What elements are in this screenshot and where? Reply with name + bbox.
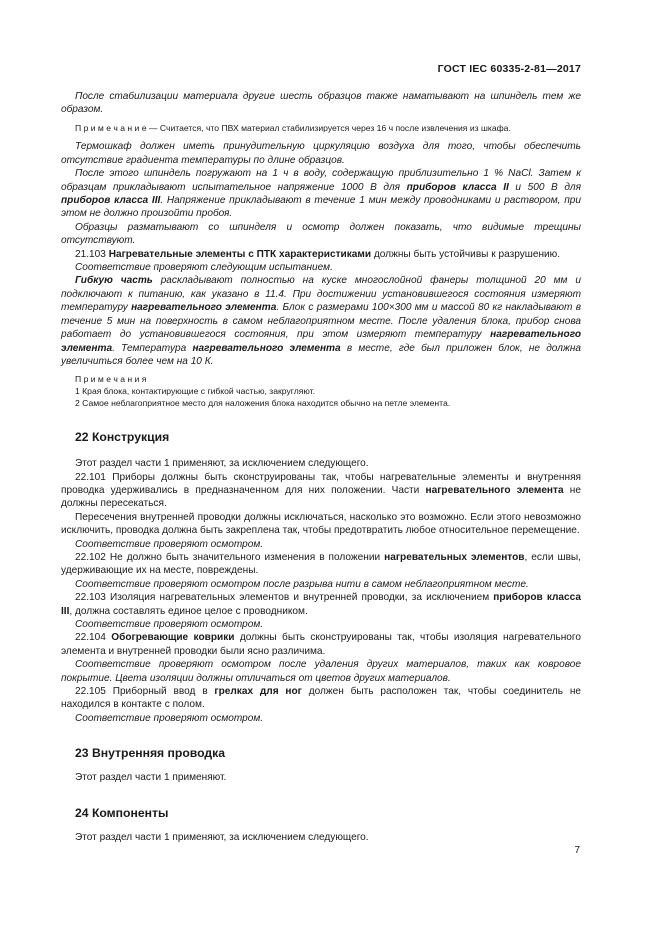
text-run: и 500 В для xyxy=(508,181,581,193)
text-run: в месте, где был приложен блок, не должна увеличиться более чем на 10 К. xyxy=(61,342,581,367)
notes-label: П р и м е ч а н и я xyxy=(75,374,147,385)
term-heating-elements: нагревательных элементов xyxy=(384,551,525,563)
clause-22-103 xyxy=(61,591,581,618)
compliance-22-103: Соответствие проверяют осмотром. xyxy=(75,618,264,630)
term-class-iii: приборов класса III xyxy=(61,195,161,207)
note-1: 1 Края блока, контактирующие с гибкой частью, закругляют. xyxy=(75,385,316,396)
note-text: — Считается, что ПВХ материал стабилизируется через 16 ч после извлечения из шкафа. xyxy=(146,122,511,133)
clause-number: 21.103 xyxy=(75,248,109,260)
note-pvc xyxy=(61,123,581,135)
text-run: раскладывают полностью на куске многослойной фанеры толщиной 20 мм и подключают к питанию, как указано в 11.4. При достижении установившегося состояния измеряют температуру xyxy=(61,275,581,314)
text-run: должны быть сконструированы так, чтобы изоляция нагревательного элемента и внутренней проводки были ясно различима. xyxy=(61,632,581,657)
term-class-ii: приборов класса II xyxy=(406,181,509,193)
section-24-title: 24 Компоненты xyxy=(75,805,169,820)
text-run: 22.103 Изоляция нагревательных элементов и внутренней проводки, за исключением xyxy=(75,592,494,604)
note-label: П р и м е ч а н и е xyxy=(75,122,147,133)
text-run: , должна составлять единое целое с проводником. xyxy=(69,605,308,617)
paragraph-unwind: Образцы разматывают со шпинделя и осмотр должен показать, что видимые трещины отсутствуют. xyxy=(61,221,581,247)
text-run: После этого шпиндель погружают на 1 ч в воду, содержащую приблизительно 1 % NaCl. Затем к образцам прикладывают испытательное напряжение 1000 В для xyxy=(61,168,581,193)
compliance-22-105: Соответствие проверяют осмотром. xyxy=(75,712,264,724)
section-23-title: 23 Внутренняя проводка xyxy=(75,746,226,761)
term-heating-element: нагревательного элемента xyxy=(61,329,581,354)
term-heating-element: нагревательного элемента xyxy=(131,302,277,314)
text-run: 22.105 Приборный ввод в xyxy=(75,686,215,697)
section-22-intro: Этот раздел части 1 применяют, за исключением следующего. xyxy=(75,458,369,470)
text-run: . Напряжение прикладывают в течение 1 мин между проводниками и раствором, при этом не должно произойти пробоя. xyxy=(61,195,581,220)
text-run: 22.101 Приборы должны быть сконструированы так, чтобы нагревательные элементы и внутренняя проводка удерживались в предназначенном для них положении. Части xyxy=(61,471,581,496)
text-run: 22.104 xyxy=(75,632,112,644)
paragraph-stabilization: После стабилизации материала другие шесть образцов также наматывают на шпиндель тем же образом. xyxy=(61,91,581,116)
paragraph-spindle-water xyxy=(61,167,581,221)
text-run: 22.102 Не должно быть значительного изменения в положении xyxy=(75,551,385,563)
section-24-text: Этот раздел части 1 применяют, за исключением следующего. xyxy=(75,831,369,843)
clause-21-103 xyxy=(61,248,581,261)
note-2: 2 Самое неблагоприятное место для наложения блока находится обычно на петле элемента. xyxy=(75,397,451,408)
compliance-22-104: Соответствие проверяют осмотром после удаления других материалов, таких как ковровое покрытие. Цвета изоляции должны отличаться от цветов других материалов. xyxy=(61,659,581,684)
text-run: должен быть расположен так, чтобы соединитель не находился в контакте с полом. xyxy=(61,686,582,711)
compliance-21-103: Соответствие проверяют следующим испытанием. xyxy=(75,262,333,274)
clause-22-101 xyxy=(61,471,581,511)
clause-22-102 xyxy=(61,551,581,578)
paragraph-flexible-part-test xyxy=(61,274,581,368)
compliance-22-102: Соответствие проверяют осмотром после разрыва нити в самом неблагоприятном месте. xyxy=(75,578,529,590)
text-run: должны быть устойчивы к разрушению. xyxy=(371,248,561,260)
section-23-text: Этот раздел части 1 применяют. xyxy=(75,772,227,784)
clause-22-101-wiring: Пересечения внутренней проводки должны исключаться, насколько это возможно. Если этого невозможно исключить, проводка должна быть закреплена так, чтобы предотвратить любое относительное перемещение. xyxy=(61,511,581,537)
term-heating-element: нагревательного элемента xyxy=(425,484,564,496)
clause-22-104 xyxy=(61,631,581,658)
term-flexible-part: Гибкую часть xyxy=(75,275,153,287)
term-ptc-elements: Нагревательные элементы с ПТК характеристиками xyxy=(108,248,372,260)
term-class-iii: приборов класса III xyxy=(61,592,581,617)
compliance-22-101: Соответствие проверяют осмотром. xyxy=(75,538,264,550)
text-run: . Блок с размерами 100×300 мм и массой 80 кг накладывают в течение 5 мин на поверхность в самом неблагоприятном месте. После удаления блока, прибор снова работает до установившегося состояния, при этом измеряют температуру xyxy=(61,302,581,341)
clause-22-105 xyxy=(61,685,581,712)
text-run: , если швы, удерживающие их на месте, повреждены. xyxy=(61,551,581,577)
paragraph-thermal-cabinet: Термошкаф должен иметь принудительную циркуляцию воздуха для того, чтобы обеспечить отсутствие градиента температуры по длине образцов. xyxy=(61,141,581,166)
text-run: . Температура xyxy=(112,342,193,354)
page-content xyxy=(61,90,581,844)
document-header-id: ГОСТ IEC 60335-2-81—2017 xyxy=(437,63,581,75)
term-heating-element: нагревательного элемента xyxy=(192,342,341,354)
section-22-title: 22 Конструкция xyxy=(75,430,170,445)
text-run: не должны пересекаться. xyxy=(61,484,581,510)
page-number: 7 xyxy=(574,845,580,856)
term-heating-pads: Обогревающие коврики xyxy=(111,632,235,644)
term-foot-warmers: грелках для ног xyxy=(214,686,302,697)
